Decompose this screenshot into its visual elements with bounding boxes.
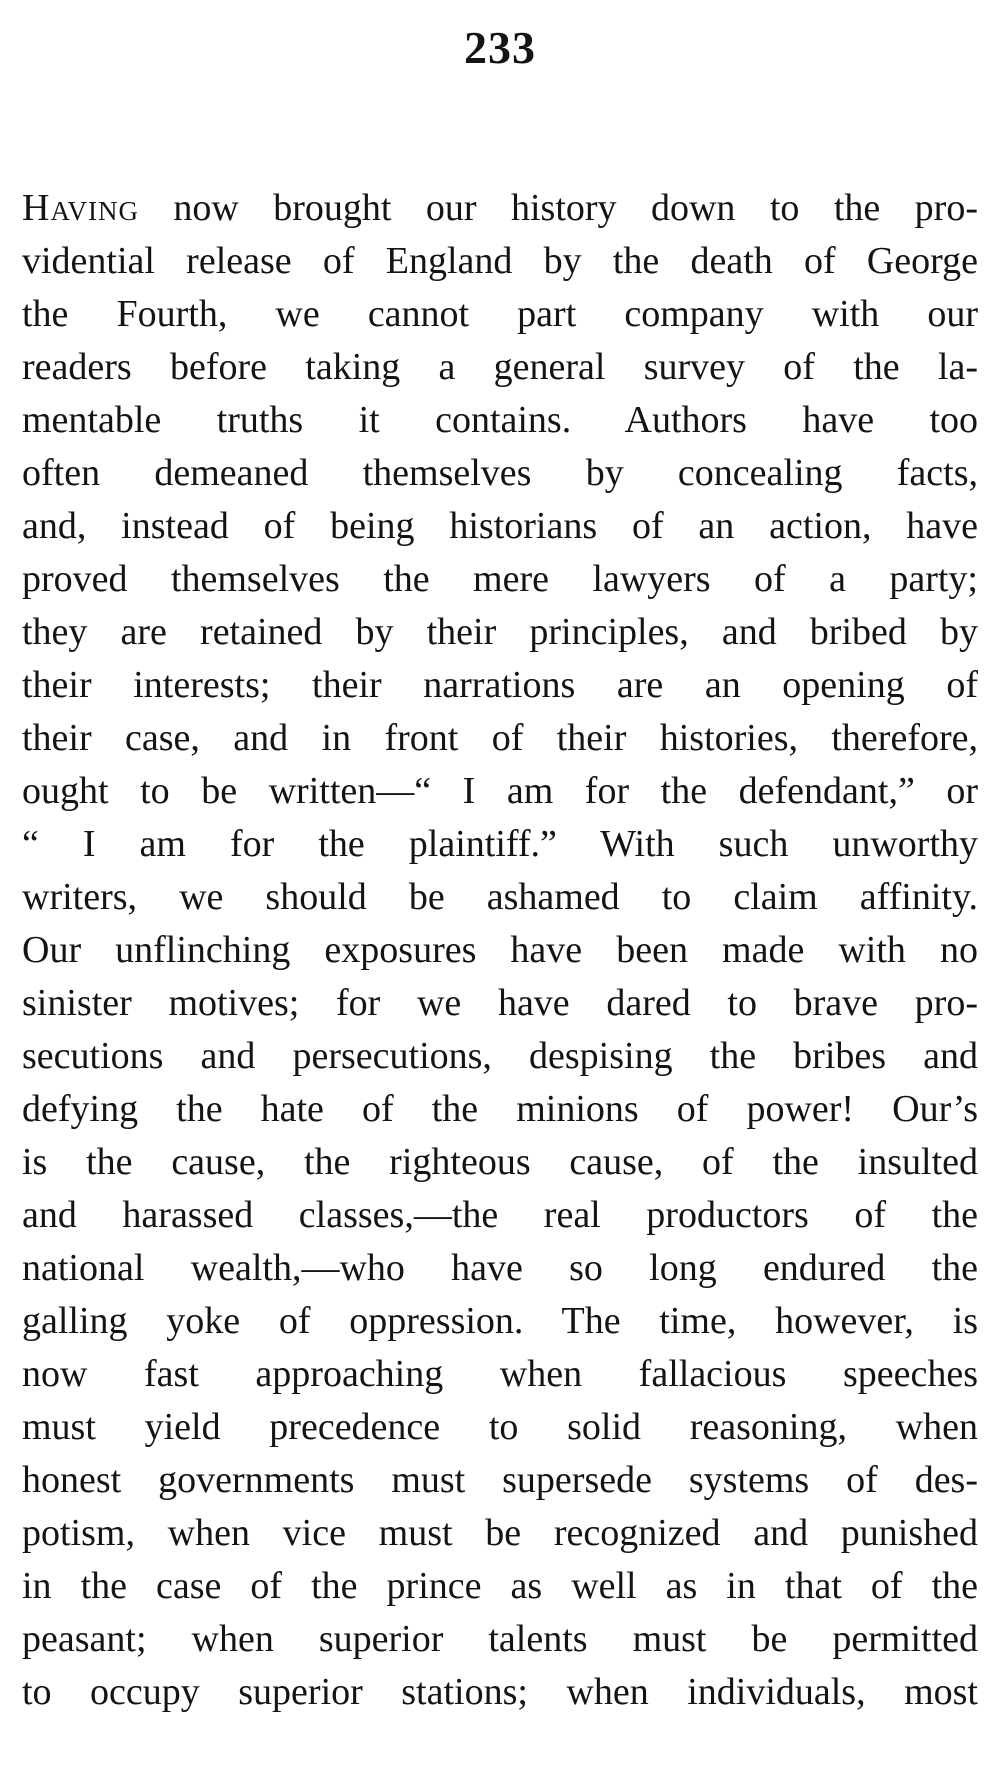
text-line [22, 182, 978, 235]
text-line: is the cause, the righteous cause, of the insulted [22, 1141, 978, 1183]
text-line: must yield precedence to solid reasoning, when [22, 1406, 978, 1448]
text-line: honest governments must supersede systems of des- [22, 1459, 978, 1501]
text-line: in the case of the prince as well as in that of the [22, 1565, 978, 1607]
text-line: galling yoke of oppression. The time, however, is [22, 1300, 978, 1342]
text-line: sinister motives; for we have dared to brave pro- [22, 982, 978, 1024]
text-line-rest: now brought our history down to the pro- [138, 187, 978, 229]
text-line: ought to be written—“ I am for the defendant,” or [22, 770, 978, 812]
text-line: secutions and persecutions, despising the bribes and [22, 1035, 978, 1077]
body-text [22, 182, 978, 1719]
text-line: their interests; their narrations are an opening of [22, 664, 978, 706]
text-line: they are retained by their principles, and bribed by [22, 611, 978, 653]
text-line: and harassed classes,—the real productors of the [22, 1194, 978, 1236]
text-line: “ I am for the plaintiff.” With such unworthy [22, 823, 978, 865]
text-line: vidential release of England by the death of George [22, 240, 978, 282]
text-line: readers before taking a general survey of the la- [22, 346, 978, 388]
text-line: defying the hate of the minions of power! Our’s [22, 1088, 978, 1130]
text-line: peasant; when superior talents must be permitted [22, 1618, 978, 1660]
text-line: Our unflinching exposures have been made with no [22, 929, 978, 971]
text-line: to occupy superior stations; when individuals, most [22, 1671, 978, 1713]
page-number: 233 [464, 22, 536, 73]
opening-word: Having [22, 187, 139, 229]
text-line: potism, when vice must be recognized and punished [22, 1512, 978, 1554]
text-line: national wealth,—who have so long endured the [22, 1247, 978, 1289]
text-line: now fast approaching when fallacious speeches [22, 1353, 978, 1395]
text-line: often demeaned themselves by concealing facts, [22, 452, 978, 494]
text-line: the Fourth, we cannot part company with our [22, 293, 978, 335]
text-line: proved themselves the mere lawyers of a party; [22, 558, 978, 600]
text-line: and, instead of being historians of an action, have [22, 505, 978, 547]
text-line: mentable truths it contains. Authors have too [22, 399, 978, 441]
text-line: writers, we should be ashamed to claim affinity. [22, 876, 978, 918]
text-line: their case, and in front of their histories, therefore, [22, 717, 978, 759]
